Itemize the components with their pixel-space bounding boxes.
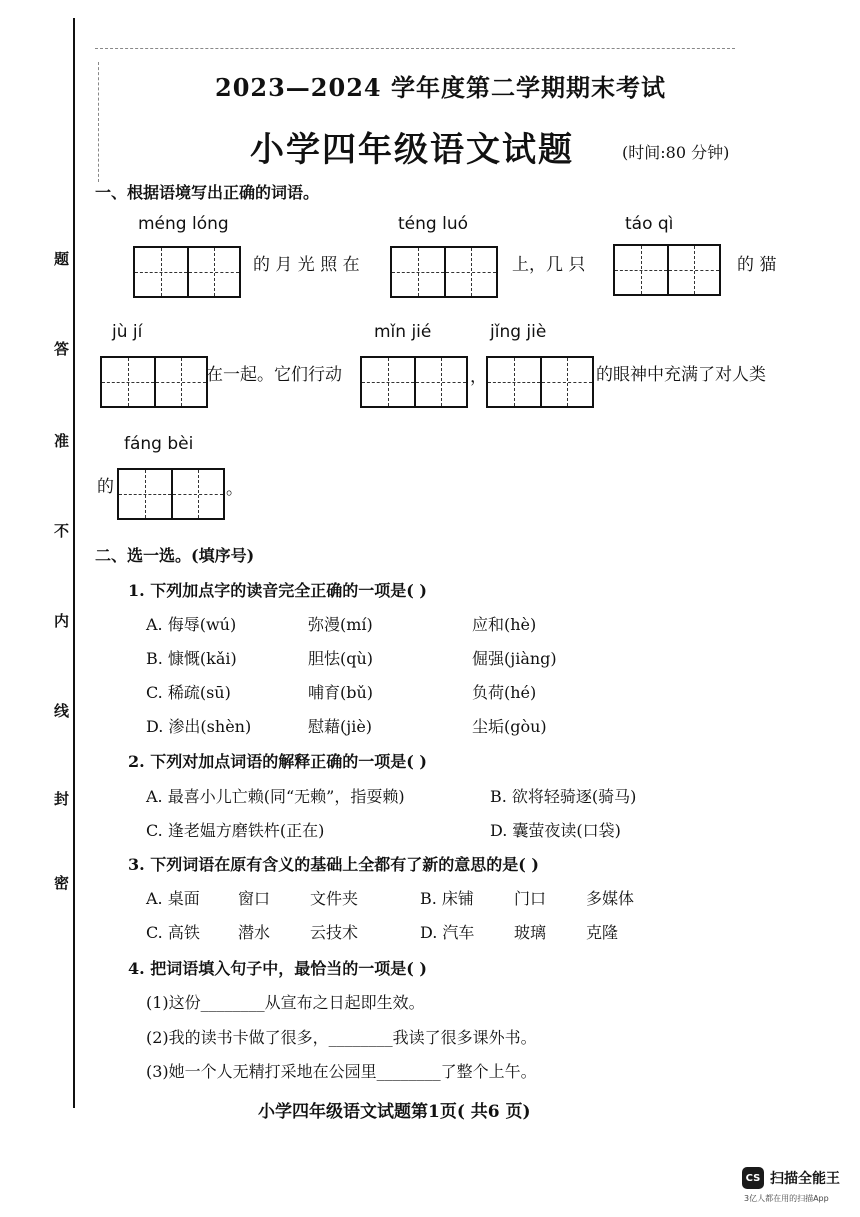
sentence-text: ， [470, 367, 487, 387]
sentence-text: 的眼神中充满了对人类 [596, 365, 766, 385]
question-2-stem: 2. 下列对加点词语的解释正确的一项是( ) [128, 752, 427, 771]
option-item[interactable]: B. 欲将轻骑逐(骑马) [490, 787, 637, 806]
section-2-heading: 二、选一选。(填序号) [95, 546, 255, 565]
sentence-text: 的 猫 [737, 255, 777, 275]
margin-char: 准 [54, 432, 70, 450]
sentence-text: 上，几 只 [512, 255, 586, 275]
option-item[interactable]: D. 渗出(shèn) [146, 717, 252, 736]
option-item[interactable]: 玻璃 [514, 923, 547, 942]
pinyin: mǐn jié [374, 322, 432, 342]
option-item[interactable]: 倔强(jiàng) [472, 649, 557, 668]
option-item[interactable]: A. 最喜小儿亡赖(同“无赖”，指耍赖) [146, 787, 405, 806]
option-item[interactable]: 弥漫(mí) [308, 615, 373, 634]
question-3-stem: 3. 下列词语在原有含义的基础上全都有了新的意思的是( ) [128, 855, 539, 874]
question-4-stem: 4. 把词语填入句子中，最恰当的一项是( ) [128, 959, 427, 978]
option-item[interactable]: 胆怯(qù) [308, 649, 374, 668]
brand-name: 扫描全能王 [770, 1171, 840, 1187]
pinyin: téng luó [398, 214, 468, 234]
fill-sentence[interactable]: (2)我的读书卡做了很多，________我读了很多课外书。 [146, 1028, 537, 1047]
fill-sentence[interactable]: (1)这份________从宣布之日起即生效。 [146, 993, 425, 1012]
fill-sentence[interactable]: (3)她一个人无精打采地在公园里________了整个上午。 [146, 1062, 537, 1081]
option-item[interactable]: A. 桌面 [146, 889, 200, 908]
paper-title: 小学四年级语文试题 [250, 130, 574, 170]
option-item[interactable]: 慰藉(jiè) [308, 717, 373, 736]
pinyin: táo qì [625, 214, 674, 234]
answer-grid[interactable] [390, 246, 498, 298]
option-item[interactable]: 多媒体 [586, 889, 635, 908]
pinyin: jù jí [112, 322, 143, 342]
option-item[interactable]: D. 汽车 [420, 923, 475, 942]
answer-grid[interactable] [133, 246, 241, 298]
scan-dash [95, 48, 735, 49]
sentence-text: 的 [97, 477, 114, 497]
margin-char: 封 [54, 790, 70, 808]
brand-tagline: 3亿人都在用的扫描App [744, 1194, 829, 1203]
answer-grid[interactable] [486, 356, 594, 408]
option-item[interactable]: 云技术 [310, 923, 359, 942]
option-item[interactable]: 应和(hè) [472, 615, 537, 634]
option-item[interactable]: 负荷(hé) [472, 683, 537, 702]
section-1-heading: 一、根据语境写出正确的词语。 [95, 183, 320, 202]
time-note: (时间:80 分钟) [622, 143, 730, 162]
page-footer: 小学四年级语文试题第1页( 共6 页) [258, 1102, 531, 1122]
margin-char: 内 [54, 612, 70, 630]
option-item[interactable]: 哺育(bǔ) [308, 683, 374, 702]
pinyin: méng lóng [138, 214, 229, 234]
option-item[interactable]: 窗口 [238, 889, 271, 908]
sentence-text: 。 [226, 479, 243, 499]
exam-title: 2023—2024 学年度第二学期期末考试 [215, 73, 666, 102]
answer-grid[interactable] [613, 244, 721, 296]
option-item[interactable]: 文件夹 [310, 889, 359, 908]
pinyin: jǐng jiè [490, 322, 547, 342]
option-item[interactable]: 门口 [514, 889, 547, 908]
option-item[interactable]: A. 侮辱(wú) [146, 615, 237, 634]
option-item[interactable]: C. 稀疏(sū) [146, 683, 231, 702]
option-item[interactable]: 尘垢(gòu) [472, 717, 547, 736]
margin-char: 密 [54, 874, 70, 892]
answer-grid[interactable] [360, 356, 468, 408]
question-1-stem: 1. 下列加点字的读音完全正确的一项是( ) [128, 581, 427, 600]
scan-dash [98, 62, 99, 182]
margin-char: 线 [54, 702, 70, 720]
scanner-watermark [742, 1167, 840, 1189]
sentence-text: 在一起。它们行动 [206, 365, 342, 385]
option-item[interactable]: 潜水 [238, 923, 271, 942]
cs-logo-icon: CS [742, 1167, 764, 1189]
pinyin: fáng bèi [124, 434, 194, 454]
option-item[interactable]: D. 囊萤夜读(口袋) [490, 821, 621, 840]
binding-line [73, 18, 75, 1108]
answer-grid[interactable] [117, 468, 225, 520]
option-item[interactable]: C. 逢老媪方磨铁杵(正在) [146, 821, 325, 840]
margin-char: 题 [54, 250, 70, 268]
option-item[interactable]: B. 床铺 [420, 889, 474, 908]
option-item[interactable]: B. 慷慨(kǎi) [146, 649, 237, 668]
sentence-text: 的 月 光 照 在 [253, 255, 360, 275]
option-item[interactable]: C. 高铁 [146, 923, 200, 942]
margin-char: 不 [54, 522, 70, 540]
answer-grid[interactable] [100, 356, 208, 408]
option-item[interactable]: 克隆 [586, 923, 619, 942]
margin-char: 答 [54, 340, 70, 358]
